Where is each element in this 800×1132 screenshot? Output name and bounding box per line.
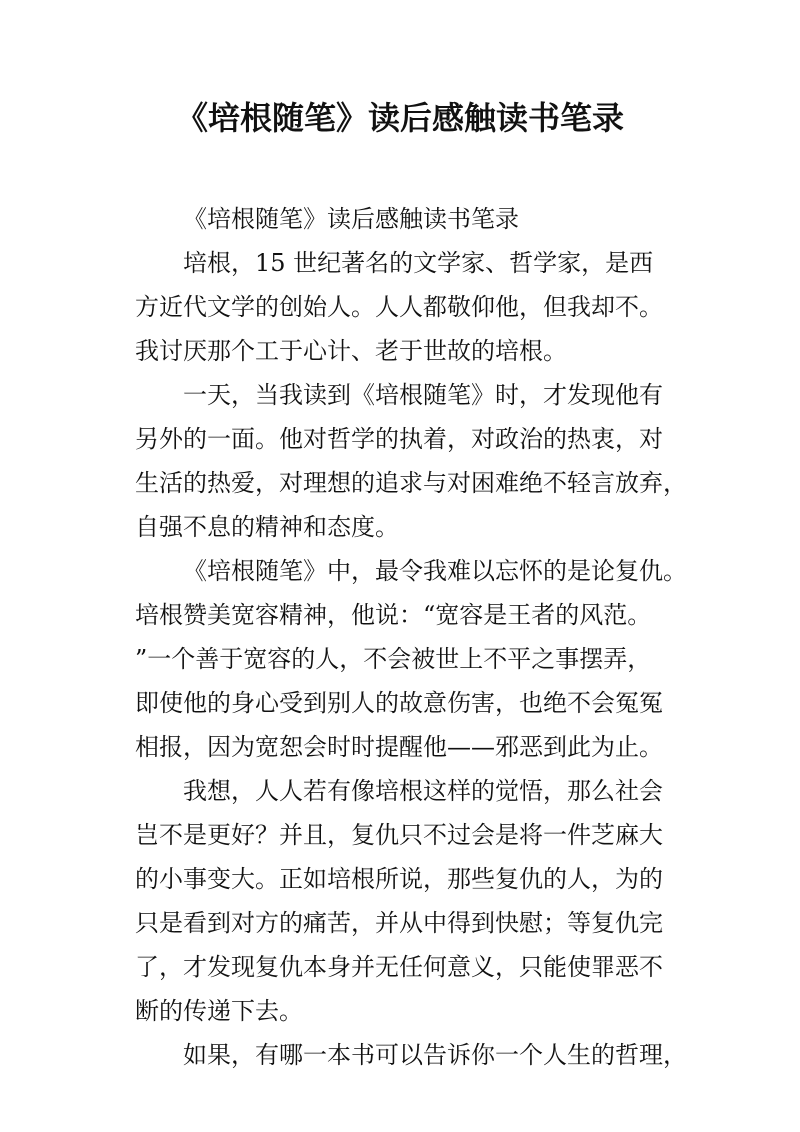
text-line: 一天，当我读到《培根随笔》时，才发现他有 — [183, 381, 663, 409]
text-line: 自强不息的精神和态度。 — [135, 513, 399, 541]
text-line: 即使他的身心受到别人的故意伤害，也绝不会冤冤 — [135, 689, 663, 717]
text-line: 岂不是更好？并且，复仇只不过会是将一件芝麻大 — [135, 821, 663, 849]
text-line: 了，才发现复仇本身并无任何意义，只能使罪恶不 — [135, 953, 663, 981]
document-body — [135, 197, 687, 1077]
text-line: 另外的一面。他对哲学的执着，对政治的热衷，对 — [135, 425, 663, 453]
text-line: 我讨厌那个工于心计、老于世故的培根。 — [135, 337, 567, 365]
text-line: 方近代文学的创始人。人人都敬仰他，但我却不。 — [135, 293, 663, 321]
text-line: 只是看到对方的痛苦，并从中得到快慰；等复仇完 — [135, 909, 663, 937]
document-title: 《培根随笔》读后感触读书笔录 — [175, 99, 624, 137]
text-line: 培根，15 世纪著名的文学家、哲学家，是西 — [183, 249, 654, 277]
text-line: 如果，有哪一本书可以告诉你一个人生的哲理， — [183, 1041, 687, 1069]
text-line: 相报，因为宽恕会时时提醒他——邪恶到此为止。 — [135, 733, 663, 761]
text-line: ”一个善于宽容的人，不会被世上不平之事摆弄， — [135, 645, 652, 673]
text-line: 生活的热爱，对理想的追求与对困难绝不轻言放弃， — [135, 469, 687, 497]
text-line: 培根赞美宽容精神，他说：“宽容是王者的风范。 — [135, 601, 652, 629]
text-line: 我想，人人若有像培根这样的觉悟，那么社会 — [183, 777, 663, 805]
text-line: 《培根随笔》中，最令我难以忘怀的是论复仇。 — [183, 557, 687, 585]
text-line: 断的传递下去。 — [135, 997, 303, 1025]
text-line: 《培根随笔》读后感触读书笔录 — [183, 205, 519, 233]
text-line: 的小事变大。正如培根所说，那些复仇的人，为的 — [135, 865, 663, 893]
